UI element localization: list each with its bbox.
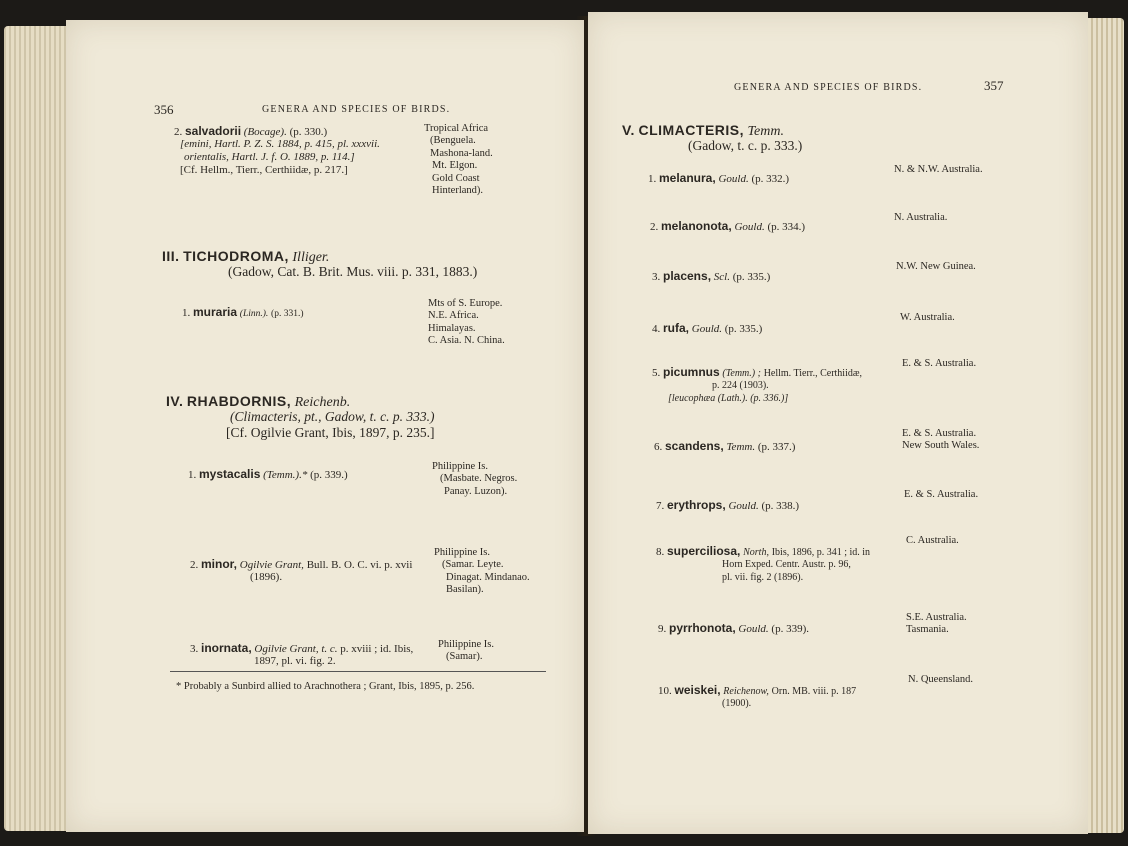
distribution: E. & S. Australia. New South Wales. [902, 428, 980, 452]
reference: Horn Exped. Centr. Austr. p. 96, [722, 559, 851, 570]
distribution: C. Australia. [906, 535, 959, 546]
distribution: W. Australia. [900, 312, 955, 323]
reference: 1897, pl. vi. fig. 2. [254, 655, 336, 667]
genus-reference: [Cf. Ogilvie Grant, Ibis, 1897, p. 235.] [226, 425, 435, 440]
reference: (1896). [250, 571, 283, 583]
genus-heading: V. CLIMACTERIS, Temm. [622, 122, 784, 139]
species-entry: 3. placens, Scl. (p. 335.) [652, 269, 771, 283]
page-edges-right [1088, 18, 1124, 833]
species-entry: 7. erythrops, Gould. (p. 338.) [656, 498, 800, 512]
species-entry: 6. scandens, Temm. (p. 337.) [654, 439, 796, 453]
species-entry: 2. melanonota, Gould. (p. 334.) [650, 219, 806, 233]
distribution: Mts of S. Europe. N.E. Africa. Himalayas. C. Asia. N. China. [428, 298, 505, 347]
species-entry: 5. picumnus (Temm.) ; Hellm. Tierr., Certhiidæ, [652, 365, 863, 379]
species-entry: 8. superciliosa, North, Ibis, 1896, p. 341 ; id. in [656, 544, 871, 558]
genus-reference: (Climacteris, pt., Gadow, t. c. p. 333.) [230, 409, 435, 424]
open-book [4, 8, 1124, 840]
synonym: [leucophæa (Lath.). (p. 336.)] [668, 393, 789, 404]
footnote: * Probably a Sunbird allied to Arachnothera ; Grant, Ibis, 1895, p. 256. [176, 681, 475, 692]
species-entry: 1. mystacalis (Temm.).* (p. 339.) [188, 467, 348, 481]
synonym: orientalis, Hartl. J. f. O. 1889, p. 114.] [184, 151, 355, 163]
distribution: E. & S. Australia. [902, 358, 977, 369]
genus-heading: III. TICHODROMA, Illiger. [162, 248, 330, 265]
running-head: GENERA AND SPECIES OF BIRDS. [262, 104, 451, 115]
distribution: N.W. New Guinea. [896, 261, 976, 272]
species-entry: 2. salvadorii (Bocage). (p. 330.) [174, 124, 328, 138]
distribution: S.E. Australia. Tasmania. [906, 612, 967, 636]
species-entry: 2. minor, Ogilvie Grant, Bull. B. O. C. vi. p. xvii [190, 557, 413, 571]
synonym: [emini, Hartl. P. Z. S. 1884, p. 415, pl. xxxvii. [180, 138, 380, 150]
species-entry: 3. inornata, Ogilvie Grant, t. c. p. xviii ; id. Ibis, [190, 641, 414, 655]
species-entry: 4. rufa, Gould. (p. 335.) [652, 321, 763, 335]
genus-reference: (Gadow, t. c. p. 333.) [688, 138, 803, 153]
genus-heading: IV. RHABDORNIS, Reichenb. [166, 393, 351, 410]
distribution: Philippine Is. (Samar). [438, 639, 495, 663]
distribution: N. Queensland. [908, 674, 974, 685]
distribution: Philippine Is. (Samar. Leyte. Dinagat. Mindanao. Basilan). [434, 547, 530, 596]
left-page [66, 20, 584, 832]
reference: (1900). [722, 698, 752, 709]
reference: [Cf. Hellm., Tierr., Certhiidæ, p. 217.] [180, 164, 348, 176]
species-entry: 9. pyrrhonota, Gould. (p. 339). [658, 621, 809, 635]
reference: p. 224 (1903). [712, 380, 769, 391]
footnote-rule [170, 671, 546, 672]
reference: pl. vii. fig. 2 (1896). [722, 572, 804, 583]
species-entry: 10. weiskei, Reichenow, Orn. MB. viii. p. 187 [658, 683, 857, 697]
distribution: Tropical Africa (Benguela. Mashona-land. Mt. Elgon. Gold Coast Hinterland). [424, 123, 493, 197]
page-number: 357 [984, 78, 1004, 93]
distribution: N. & N.W. Australia. [894, 164, 983, 175]
species-entry: 1. melanura, Gould. (p. 332.) [648, 171, 790, 185]
page-number: 356 [154, 102, 174, 117]
distribution: N. Australia. [894, 212, 948, 223]
running-head: GENERA AND SPECIES OF BIRDS. [734, 82, 923, 93]
genus-reference: (Gadow, Cat. B. Brit. Mus. viii. p. 331, 1883.) [228, 264, 478, 279]
species-entry: 1. muraria (Linn.). (p. 331.) [182, 305, 304, 319]
distribution: Philippine Is. (Masbate. Negros. Panay. Luzon). [432, 461, 518, 497]
distribution: E. & S. Australia. [904, 489, 979, 500]
right-page [588, 12, 1088, 834]
